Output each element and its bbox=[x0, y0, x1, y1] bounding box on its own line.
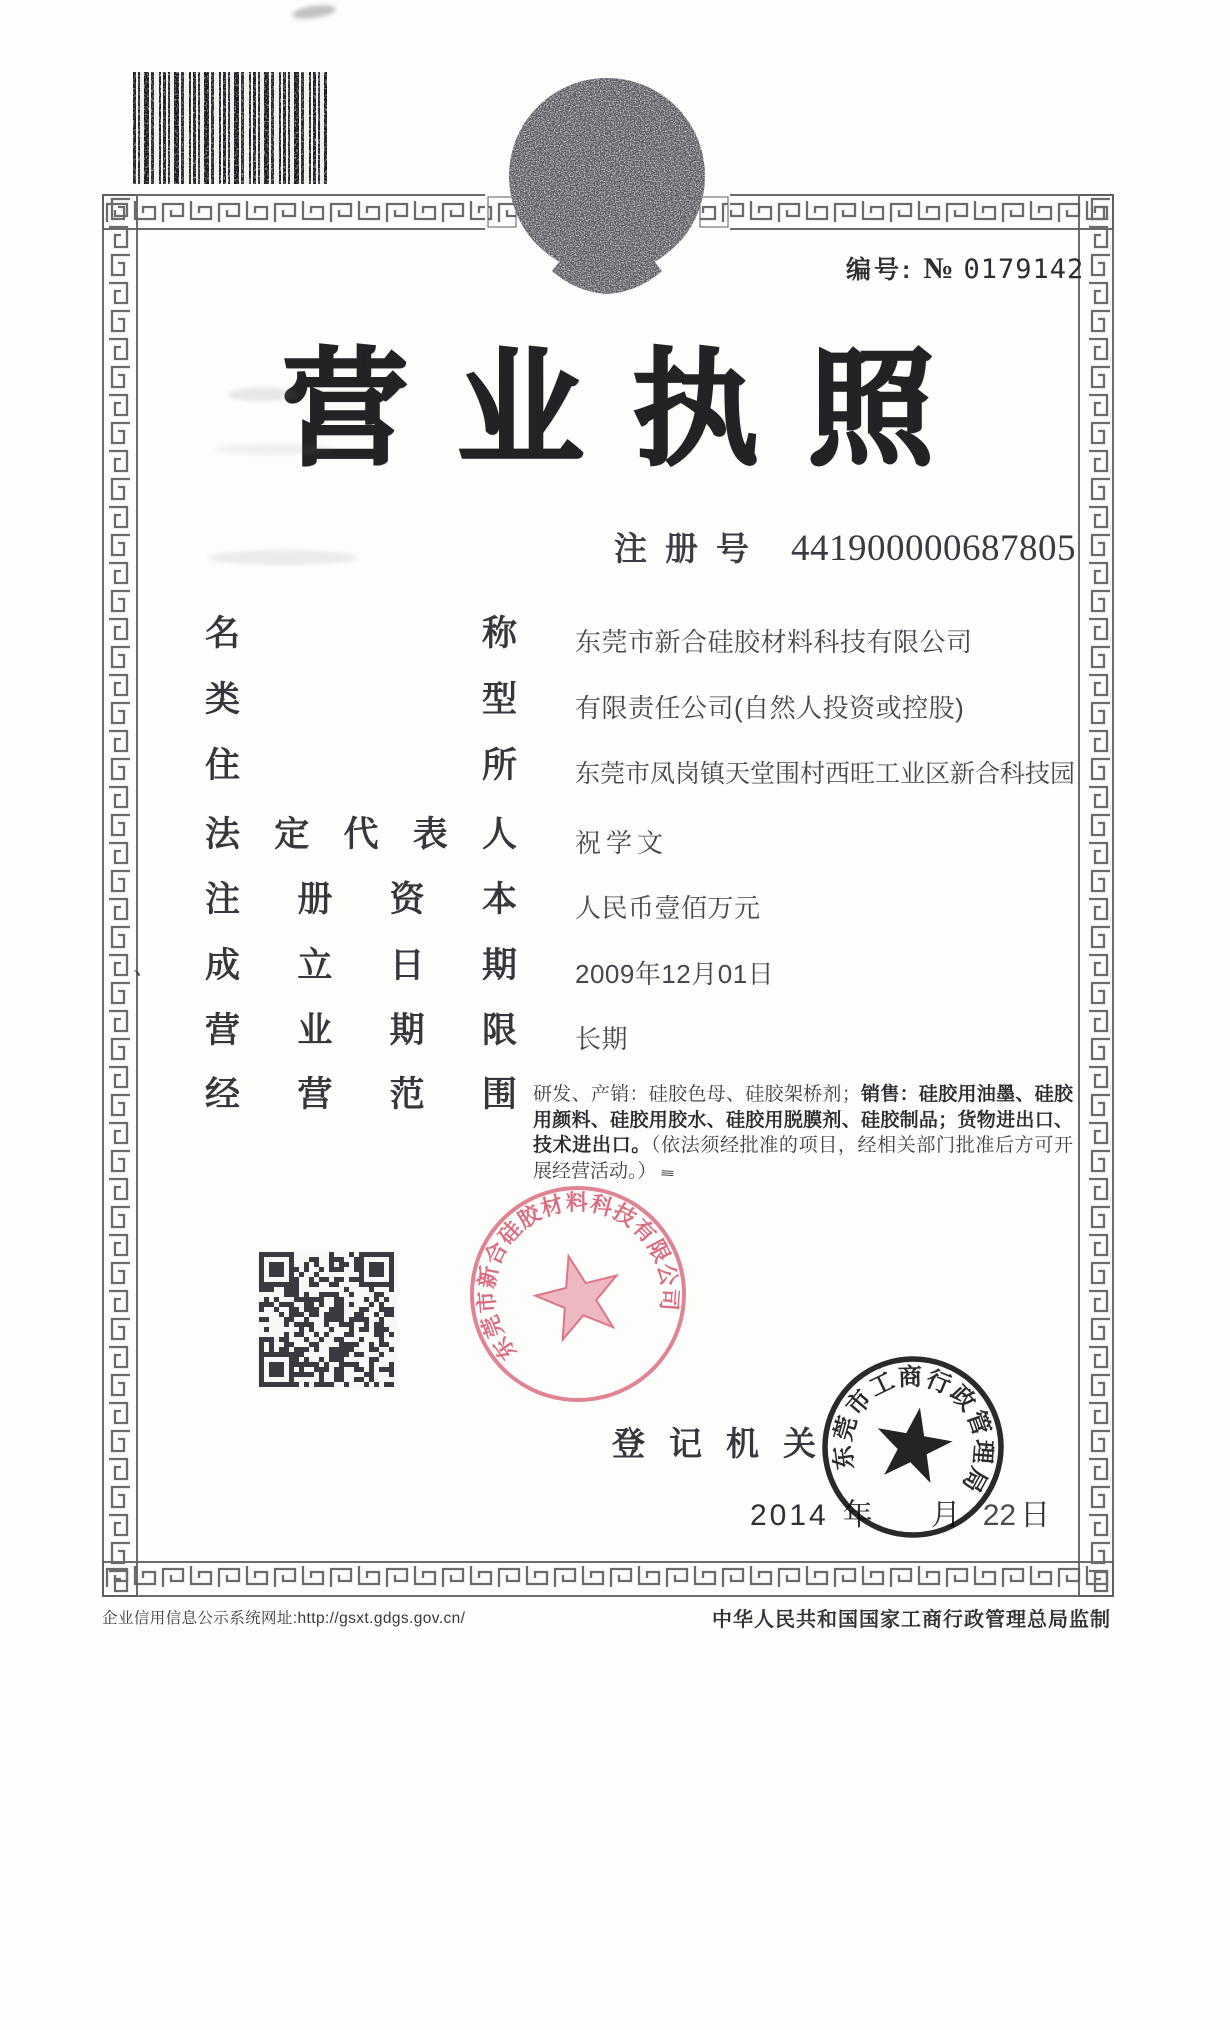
serial-label: 编号: bbox=[846, 256, 914, 284]
scan-artifact bbox=[291, 3, 336, 21]
field-row-establish-date bbox=[205, 947, 774, 991]
field-row-name bbox=[205, 615, 973, 659]
license-title: 营 业 执 照 bbox=[282, 339, 934, 480]
field-row-capital bbox=[205, 881, 761, 925]
issue-day: 22 bbox=[982, 1499, 1017, 1532]
field-value: 有限责任公司(自然人投资或控股) bbox=[575, 693, 965, 723]
field-label: 成 立 日 期 bbox=[205, 946, 517, 985]
registration-number-line bbox=[614, 523, 1076, 570]
field-label: 经 营 范 围 bbox=[205, 1075, 517, 1114]
field-value: 祝学文 bbox=[575, 828, 669, 858]
field-value: 东莞市新合硅胶材料科技有限公司 bbox=[575, 627, 973, 657]
registration-number: 441900000687805 bbox=[791, 528, 1076, 569]
scan-artifact bbox=[214, 444, 334, 455]
field-value: 人民币壹佰万元 bbox=[575, 893, 761, 923]
serial-number: 0179142 bbox=[963, 254, 1085, 285]
field-label: 名 称 bbox=[205, 614, 517, 653]
scope-scribble-mark: ≡≡ bbox=[660, 1165, 674, 1180]
qr-code bbox=[257, 1250, 397, 1390]
field-value: 2009年12月01日 bbox=[575, 959, 775, 989]
authority-stamp-black bbox=[813, 1352, 1013, 1552]
field-value: 长期 bbox=[575, 1024, 629, 1054]
scan-artifact bbox=[208, 550, 358, 565]
year-unit: 年 bbox=[842, 1499, 873, 1532]
barcode-noise bbox=[133, 72, 327, 184]
numero-symbol: № bbox=[923, 252, 954, 285]
field-label: 类 型 bbox=[205, 680, 517, 719]
field-row-term bbox=[205, 1012, 628, 1056]
footer-public-system-url: 企业信用信息公示系统网址:http://gsxt.gdgs.gov.cn/ bbox=[102, 1610, 466, 1627]
stray-ink-mark: 、 bbox=[133, 953, 157, 980]
scope-part1: 研发、产销：硅胶色母、硅胶架桥剂； bbox=[533, 1084, 861, 1105]
field-row-type bbox=[205, 681, 964, 725]
scope-part2: 销售：硅胶用油墨、硅胶用颜料、硅胶用胶水、硅胶用脱膜剂、硅胶制品；货物进出口、技术进出口。 bbox=[533, 1084, 1073, 1156]
field-label: 法 定 代 表 人 bbox=[205, 815, 517, 854]
issue-year: 2014 bbox=[750, 1499, 829, 1532]
company-seal-text: 东莞市新合硅胶材料科技有限公司 bbox=[473, 1189, 683, 1365]
field-label: 注 册 资 本 bbox=[205, 880, 517, 919]
authority-seal-text: 东莞市工商行政管理局 bbox=[828, 1363, 997, 1499]
serial-number-line bbox=[846, 250, 1084, 286]
national-emblem bbox=[498, 74, 716, 304]
company-seal-red bbox=[450, 1166, 706, 1422]
registration-label: 注册号 bbox=[614, 530, 767, 567]
footer-issuing-authority: 中华人民共和国国家工商行政管理总局监制 bbox=[712, 1609, 1111, 1631]
field-row-address bbox=[205, 747, 1075, 790]
field-label: 营 业 期 限 bbox=[205, 1011, 517, 1050]
scan-artifact bbox=[228, 388, 298, 401]
field-label: 住 所 bbox=[205, 746, 517, 785]
scope-part3: （依法须经批准的项目，经相关部门批准后方可开展经营活动。） bbox=[533, 1135, 1073, 1182]
month-unit: 月 bbox=[930, 1499, 961, 1532]
field-value: 东莞市凤岗镇天堂围村西旺工业区新合科技园 bbox=[575, 760, 1076, 788]
registrar-label: 登记机关 bbox=[612, 1425, 840, 1462]
field-row-legal-rep bbox=[205, 816, 668, 860]
day-unit: 日 bbox=[1020, 1499, 1051, 1532]
barcode bbox=[133, 72, 327, 184]
